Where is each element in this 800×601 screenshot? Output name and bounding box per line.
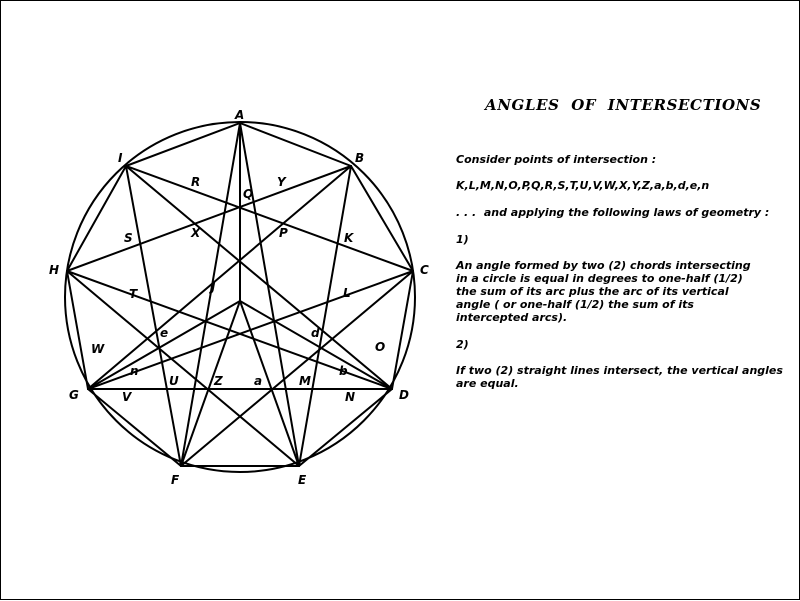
- intersection-label-n: n: [130, 364, 139, 378]
- vertex-label-F: F: [171, 473, 180, 487]
- chord-C-D: [392, 271, 413, 389]
- intersection-label-Y: Y: [277, 175, 286, 189]
- intersection-label-O: O: [375, 340, 386, 354]
- chord-A-E: [240, 123, 299, 466]
- intersection-label-e: e: [160, 326, 169, 340]
- chord-G-H: [67, 271, 88, 389]
- chord-A-B: [240, 123, 351, 166]
- intersection-label-K: K: [344, 231, 354, 245]
- intersection-label-N: N: [345, 390, 356, 404]
- vertex-label-B: B: [355, 151, 365, 165]
- law-2-line-1: If two (2) straight lines intersect, the vertical angles: [456, 364, 783, 377]
- law-2-line-2: are equal.: [456, 377, 519, 390]
- vertex-label-C: C: [420, 263, 429, 277]
- intersection-label-d: d: [311, 326, 320, 340]
- chord-A-F: [181, 123, 240, 466]
- intersection-label-V: V: [122, 390, 132, 404]
- segment-D-J: [240, 301, 392, 389]
- intersection-label-L: L: [343, 286, 351, 300]
- chord-B-C: [351, 166, 413, 271]
- intersection-label-M: M: [299, 374, 311, 388]
- vertex-label-H: H: [49, 263, 60, 277]
- page-title: ANGLES OF INTERSECTIONS: [485, 96, 762, 114]
- vertex-label-E: E: [298, 473, 307, 487]
- intersection-label-P: P: [279, 226, 288, 240]
- vertex-label-D: D: [399, 388, 409, 402]
- intersection-label-R: R: [191, 175, 201, 189]
- consider-text: Consider points of intersection :: [456, 153, 657, 166]
- applying-text: . . . and applying the following laws of geometry :: [456, 206, 770, 219]
- intersection-label-a: a: [254, 374, 263, 388]
- chord-H-I: [67, 166, 126, 271]
- intersection-label-X: X: [191, 226, 201, 240]
- chord-F-G: [88, 389, 181, 466]
- intersection-label-U: U: [169, 374, 179, 388]
- intersection-label-W: W: [91, 342, 105, 356]
- law-1-line-5: intercepted arcs).: [456, 311, 568, 324]
- law-1-line-2: in a circle is equal in degrees to one-half (1/2): [456, 272, 743, 285]
- vertex-label-I: I: [118, 151, 123, 165]
- law-1-line-4: angle ( or one-half (1/2) the sum of its: [456, 298, 694, 311]
- intersection-label-S: S: [124, 231, 133, 245]
- chord-I-A: [126, 123, 240, 166]
- chord-I-C: [126, 166, 413, 271]
- law-1-line-3: the sum of its arc plus the arc of its vertical: [456, 285, 729, 298]
- vertex-label-J: J: [211, 280, 216, 294]
- intersection-label-Z: Z: [214, 374, 223, 388]
- intersection-label-Q: Q: [243, 187, 254, 201]
- law-1-line-1: An angle formed by two (2) chords intersecting: [456, 259, 751, 272]
- vertex-label-G: G: [69, 388, 79, 402]
- points-list-text: K,L,M,N,O,P,Q,R,S,T,U,V,W,X,Y,Z,a,b,d,e,n: [456, 179, 710, 192]
- intersection-label-T: T: [129, 287, 138, 301]
- vertex-label-A: A: [235, 108, 245, 122]
- law-2-number: 2): [456, 338, 469, 351]
- chord-B-E: [299, 166, 351, 466]
- law-1-number: 1): [456, 233, 469, 246]
- intersection-label-b: b: [339, 364, 348, 378]
